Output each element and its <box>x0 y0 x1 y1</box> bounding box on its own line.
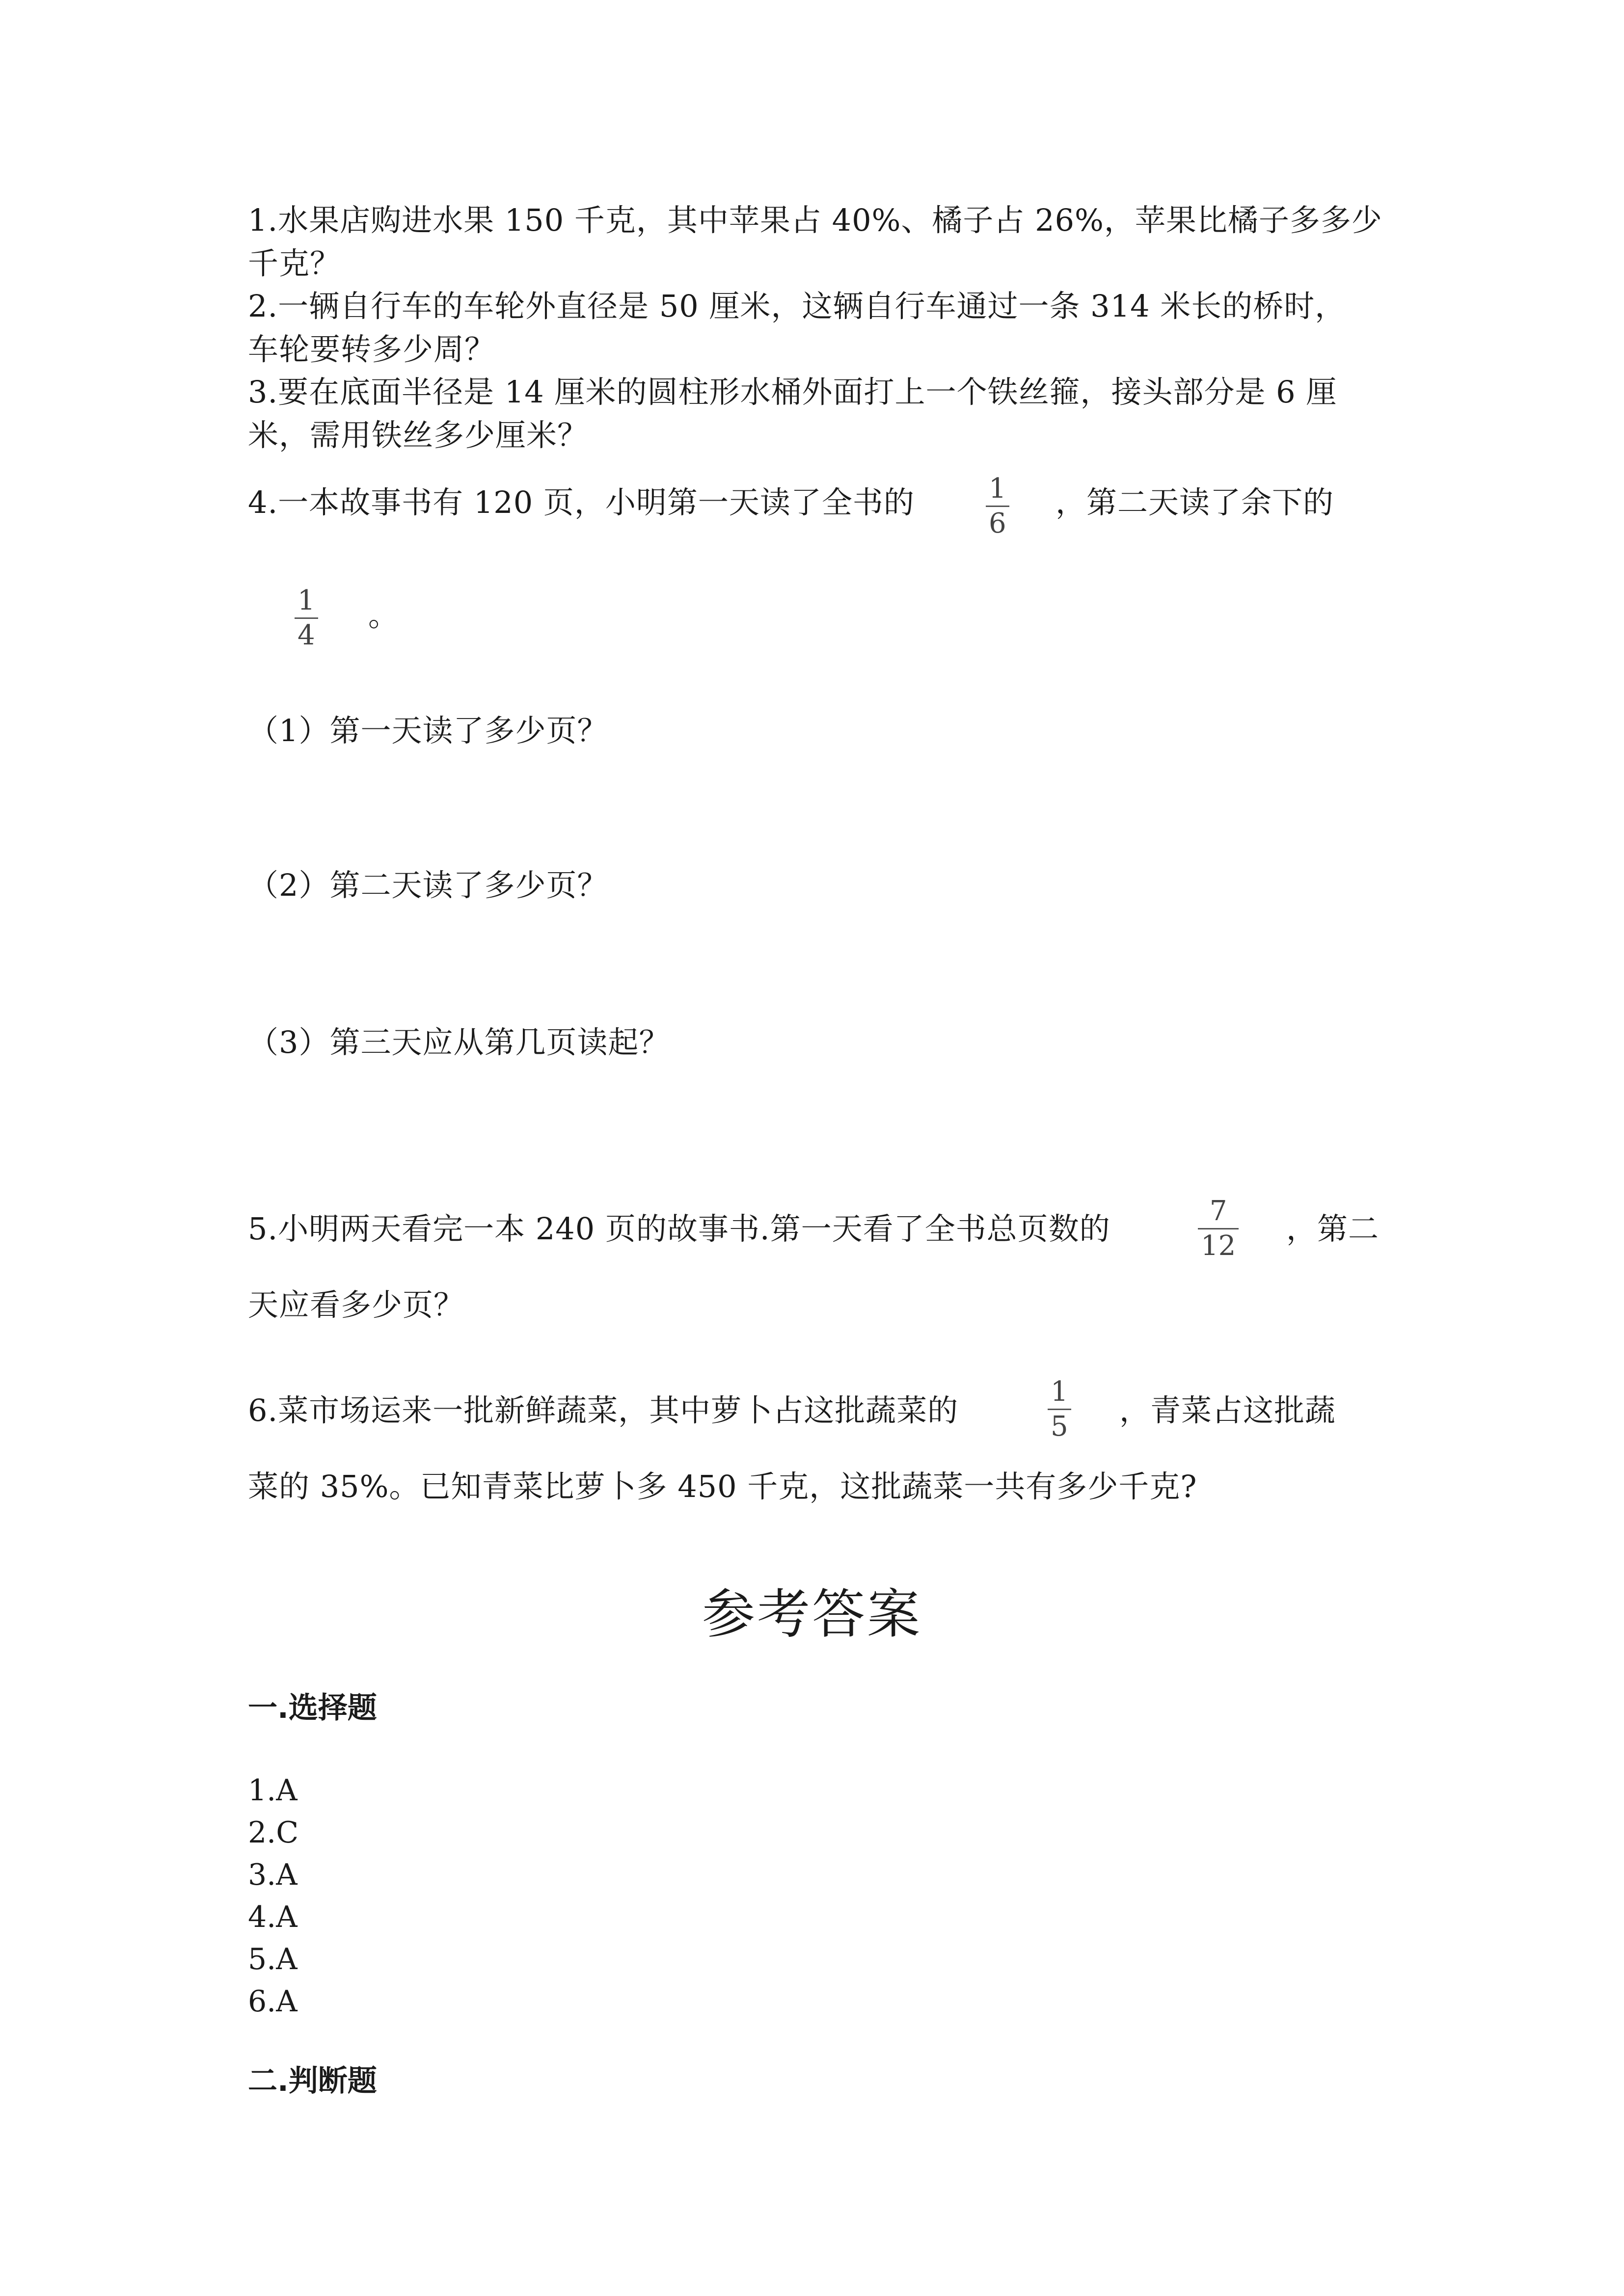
fraction-numerator: 1 <box>1051 1376 1068 1408</box>
question-4-sub-2: （2）第二天读了多少页？ <box>248 867 608 903</box>
question-6-line-2: 菜的 35%。已知青菜比萝卜多 450 千克，这批蔬菜一共有多少千克? <box>248 1468 1197 1504</box>
fraction-numerator: 7 <box>1209 1195 1227 1227</box>
answer-item-5: 5.A <box>248 1942 298 1976</box>
question-5-text-b: ，第二 <box>1286 1211 1380 1247</box>
question-4-text-c: 。 <box>368 597 400 633</box>
question-2-line-1: 2.一辆自行车的车轮外直径是 50 厘米，这辆自行车通过一条 314 米长的桥时， <box>248 288 1346 324</box>
question-1-line-1: 1.水果店购进水果 150 千克，其中苹果占 40%、橘子占 26%，苹果比橘子多多少 <box>248 202 1382 238</box>
answer-item-4: 4.A <box>248 1900 298 1934</box>
question-4-text-b: ，第二天读了余下的 <box>1056 484 1334 520</box>
answer-item-3: 3.A <box>248 1858 298 1892</box>
question-5-fraction <box>1198 1197 1239 1261</box>
question-6-text-b: ，青菜占这批蔬 <box>1119 1392 1336 1428</box>
question-1-line-2: 千克？ <box>248 245 341 281</box>
question-3-line-1: 3.要在底面半径是 14 厘米的圆柱形水桶外面打上一个铁丝箍，接头部分是 6 厘 <box>248 374 1337 410</box>
section-title-judgement: 二.判断题 <box>248 2064 377 2098</box>
question-6-text-a: 6.菜市场运来一批新鲜蔬菜，其中萝卜占这批蔬菜的 <box>248 1392 959 1428</box>
fraction-bar <box>295 617 318 619</box>
fraction-denominator: 12 <box>1201 1230 1236 1262</box>
fraction-bar <box>986 506 1009 507</box>
fraction-denominator: 6 <box>989 507 1006 539</box>
question-5-line-2: 天应看多少页？ <box>248 1287 465 1323</box>
question-3-line-2: 米，需用铁丝多少厘米？ <box>248 417 589 453</box>
fraction-denominator: 4 <box>298 619 315 651</box>
answer-heading: 参考答案 <box>702 1584 922 1645</box>
question-5-text-a: 5.小明两天看完一本 240 页的故事书.第一天看了全书总页数的 <box>248 1211 1110 1247</box>
question-4-fraction-1 <box>986 474 1009 538</box>
fraction-numerator: 1 <box>298 585 315 616</box>
question-6-fraction <box>1048 1377 1071 1442</box>
answer-item-6: 6.A <box>248 1984 298 2019</box>
answer-item-1: 1.A <box>248 1773 298 1808</box>
question-2-line-2: 车轮要转多少周？ <box>248 331 496 367</box>
fraction-bar <box>1048 1409 1071 1410</box>
question-4-fraction-2 <box>295 586 318 650</box>
fraction-denominator: 5 <box>1051 1411 1068 1442</box>
answer-item-2: 2.C <box>248 1815 299 1850</box>
section-title-choice: 一.选择题 <box>248 1691 377 1725</box>
fraction-numerator: 1 <box>989 473 1006 505</box>
fraction-bar <box>1198 1228 1239 1229</box>
question-4-sub-3: （3）第三天应从第几页读起？ <box>248 1024 670 1060</box>
question-4-sub-1: （1）第一天读了多少页？ <box>248 713 608 748</box>
question-4-text-a: 4.一本故事书有 120 页，小明第一天读了全书的 <box>248 484 915 520</box>
